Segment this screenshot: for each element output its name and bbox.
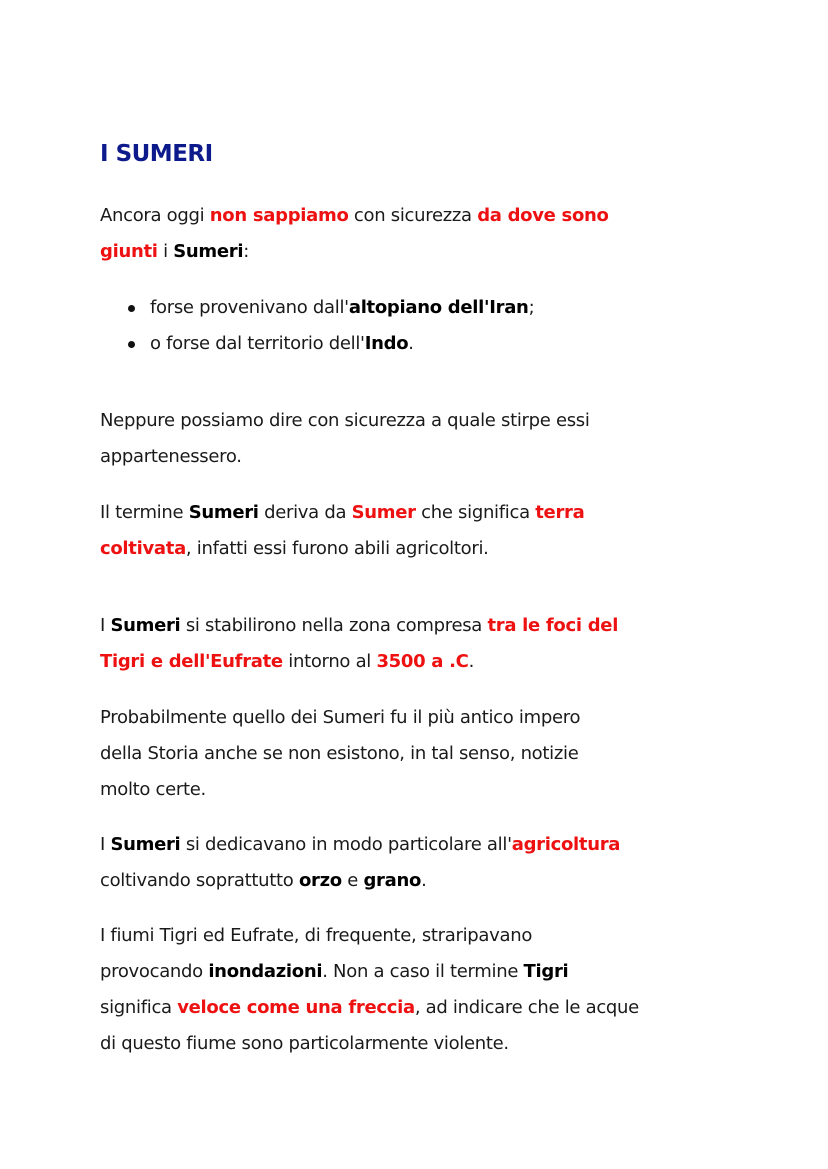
bold-text: Sumeri: [110, 615, 181, 636]
text-run: coltivando soprattutto: [100, 870, 299, 891]
text-run: deriva da: [258, 502, 352, 523]
text-run: che significa: [415, 502, 536, 523]
paragraph-rivers: [100, 918, 639, 1062]
text-run: ;: [528, 297, 535, 318]
highlight-text: coltivata: [100, 538, 186, 559]
bold-text: grano: [363, 870, 422, 891]
text-run: . Non a caso il termine: [322, 961, 524, 982]
text-run: , ad indicare che le acque: [414, 997, 639, 1018]
bold-text: orzo: [298, 870, 342, 891]
paragraph-settlement: [100, 608, 618, 680]
bold-text: inondazioni: [208, 961, 323, 982]
bullet-icon: [128, 341, 135, 348]
highlight-text: veloce come una freccia: [177, 997, 415, 1018]
text-run: i: [157, 241, 174, 262]
highlight-text: Sumer: [351, 502, 416, 523]
text-run: I: [100, 615, 111, 636]
text-run: .: [421, 870, 427, 891]
page-title: I SUMERI: [100, 141, 213, 167]
text-run: con sicurezza: [348, 205, 478, 226]
text-run: , infatti essi furono abili agricoltori.: [185, 538, 489, 559]
text-run: I fiumi Tigri ed Eufrate, di frequente, straripavano: [100, 925, 533, 946]
highlight-text: non sappiamo: [209, 205, 349, 226]
bold-text: Tigri: [523, 961, 569, 982]
highlight-text: tra le foci del: [487, 615, 619, 636]
text-run: o forse dal territorio dell': [150, 333, 365, 354]
bold-text: Sumeri: [173, 241, 244, 262]
bullet-list: [100, 290, 534, 362]
paragraph-empire: [100, 700, 580, 808]
highlight-text: agricoltura: [511, 834, 621, 855]
text-run: della Storia anche se non esistono, in tal senso, notizie: [100, 743, 579, 764]
highlight-text: giunti: [100, 241, 158, 262]
bold-text: altopiano dell'Iran: [348, 297, 529, 318]
text-run: Neppure possiamo dire con sicurezza a quale stirpe essi: [100, 410, 590, 431]
text-run: si dedicavano in modo particolare all': [180, 834, 512, 855]
text-run: intorno al: [282, 651, 377, 672]
bold-text: Sumeri: [110, 834, 181, 855]
text-run: di questo fiume sono particolarmente violente.: [100, 1033, 509, 1054]
text-run: forse provenivano dall': [150, 297, 349, 318]
highlight-text: Tigri e dell'Eufrate: [100, 651, 283, 672]
highlight-text: da dove sono: [477, 205, 609, 226]
highlight-text: terra: [535, 502, 585, 523]
text-run: :: [243, 241, 249, 262]
text-run: I: [100, 834, 111, 855]
list-item: [100, 326, 534, 362]
paragraph-lineage: [100, 403, 590, 475]
text-run: Ancora oggi: [100, 205, 210, 226]
list-item: [100, 290, 534, 326]
text-run: significa: [100, 997, 178, 1018]
bold-text: Sumeri: [188, 502, 259, 523]
text-run: Il termine: [100, 502, 189, 523]
paragraph-name-meaning: [100, 495, 584, 567]
text-run: molto certe.: [100, 779, 206, 800]
bullet-icon: [128, 305, 135, 312]
text-run: si stabilirono nella zona compresa: [180, 615, 488, 636]
text-run: Probabilmente quello dei Sumeri fu il più antico impero: [100, 707, 581, 728]
text-run: provocando: [100, 961, 209, 982]
text-run: .: [468, 651, 474, 672]
highlight-text: 3500 a .C: [376, 651, 469, 672]
paragraph-agriculture: [100, 827, 620, 899]
text-run: e: [341, 870, 364, 891]
bold-text: Indo: [364, 333, 409, 354]
paragraph-origin: [100, 198, 609, 270]
text-run: appartenessero.: [100, 446, 242, 467]
text-run: .: [408, 333, 414, 354]
